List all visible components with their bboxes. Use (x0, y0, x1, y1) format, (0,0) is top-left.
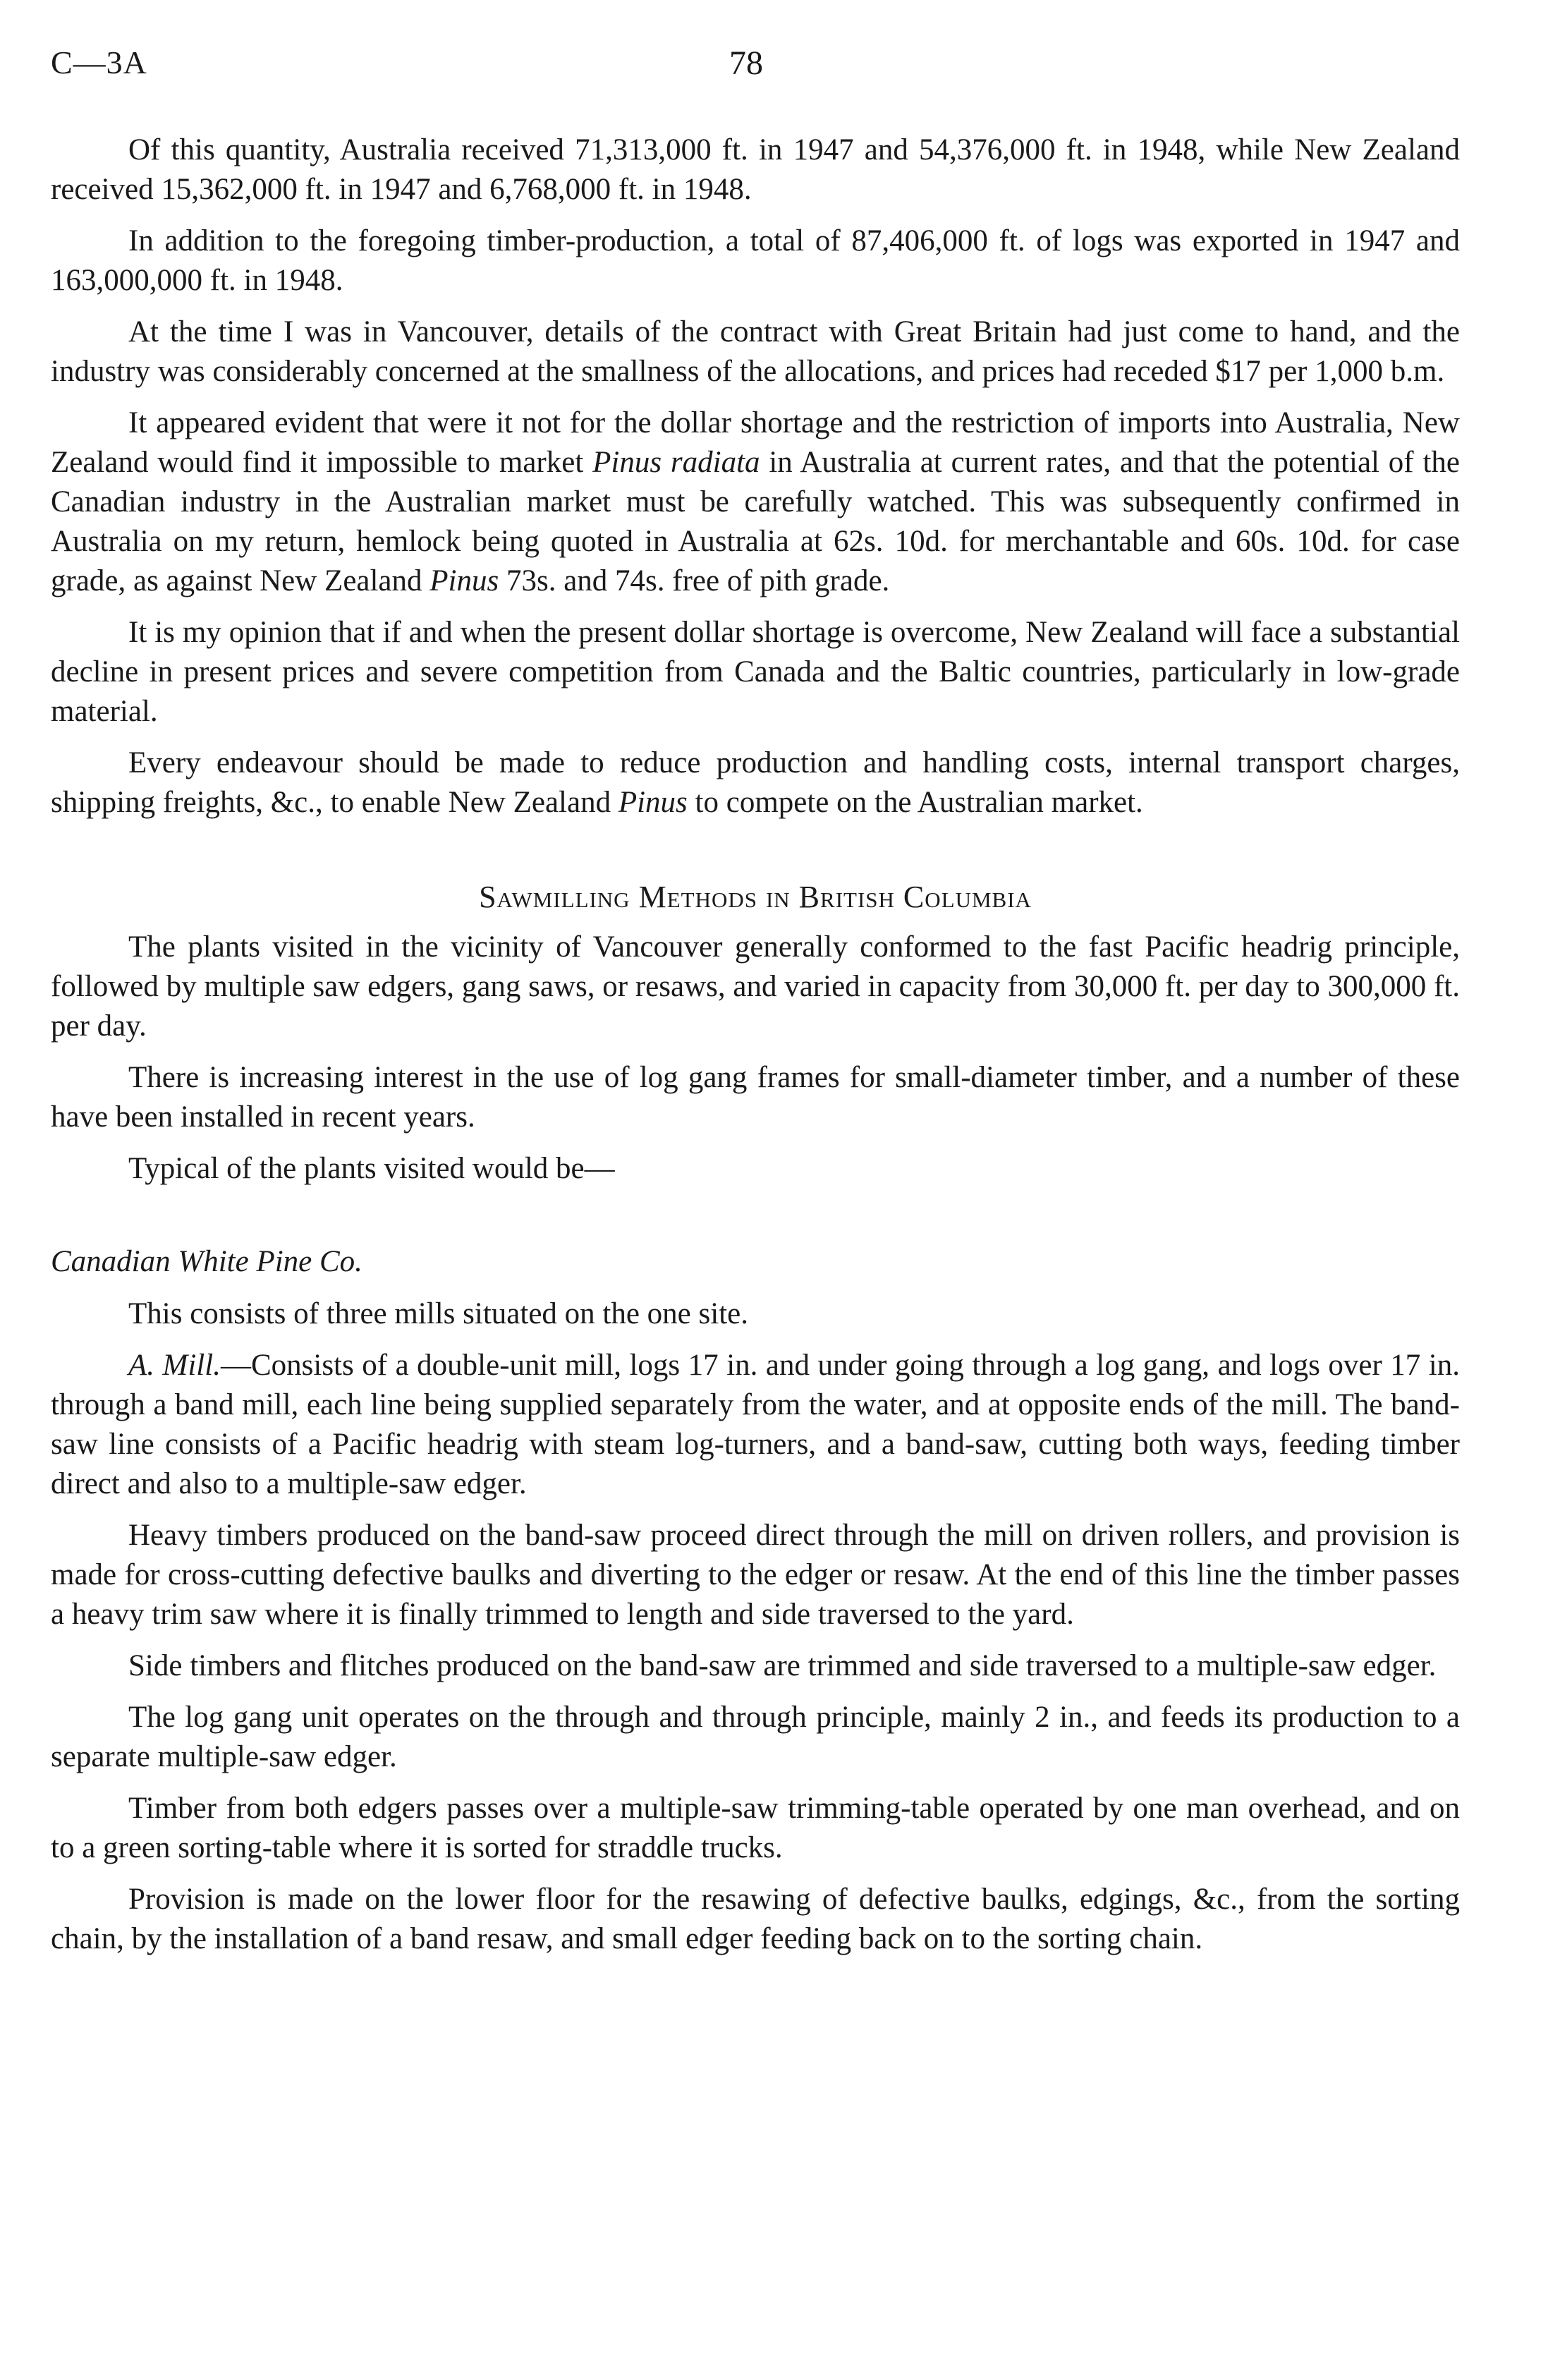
paragraph-mill (51, 1346, 1460, 1504)
paragraph: Of this quantity, Australia received 71,313,000 ft. in 1947 and 54,376,000 ft. in 1948, while New Zealand received 15,362,000 ft. in 1947 and 6,768,000 ft. in 1948. (51, 133, 1460, 206)
paragraph: Heavy timbers produced on the band-saw proceed direct through the mill on driven rollers, and provision is made for cross-cutting defective baulks and diverting to the edger or resaw. At the end of this line the timber passes a heavy trim saw where it is finally trimmed to length and side traversed to the yard. (51, 1519, 1460, 1631)
paragraph: The log gang unit operates on the through and through principle, mainly 2 in., and feeds its production to a separate multiple-saw edger. (51, 1701, 1460, 1773)
paragraph: In addition to the foregoing timber-production, a total of 87,406,000 ft. of logs was exported in 1947 and 163,000,000 ft. in 1948. (51, 224, 1460, 297)
paragraph: Typical of the plants visited would be— (128, 1152, 615, 1185)
text-run: to compete on the Australian market. (687, 786, 1143, 819)
paragraph-endeavour (51, 743, 1460, 822)
text-run: in Australia at current rates, and that the potential of the Canadian industry in the Australian market must be carefully watched. This was subsequently confirmed in Australia on my return, hemlock being quoted in Australia at 62s. 10d. for merchantable and 60s. 10d. for case grade, as against New Zealand (51, 446, 1460, 597)
text-run: 73s. and 74s. free of pith grade. (499, 564, 890, 597)
text-run: It appeared evident that were it not for the dollar shortage and the restriction of imports into Australia, New Zealand would find it impossible to market (51, 406, 1460, 479)
section-heading: Sawmilling Methods in British Columbia (479, 880, 1032, 914)
page-header (51, 44, 1497, 93)
page-body (51, 130, 1460, 1971)
paragraph: Provision is made on the lower floor for the resawing of defective baulks, edgings, &c., from the sorting chain, by the installation of a band resaw, and small edger feeding back on to the sorting chain. (51, 1883, 1460, 1955)
italic-term: Pinus radiata (592, 446, 760, 479)
paragraph: The plants visited in the vicinity of Vancouver generally conformed to the fast Pacific headrig principle, followed by multiple saw edgers, gang saws, or resaws, and varied in capacity from 30,000 ft. per day to 300,000 ft. per day. (51, 930, 1460, 1043)
paragraph: Timber from both edgers passes over a multiple-saw trimming-table operated by one man overhead, and on to a green sorting-table where it is sorted for straddle trucks. (51, 1792, 1460, 1864)
italic-label: A. Mill. (128, 1349, 221, 1382)
italic-term: Pinus (618, 786, 688, 819)
italic-term: Pinus (429, 564, 499, 597)
sub-heading: Canadian White Pine Co. (51, 1245, 362, 1278)
document-code: C—3A (51, 44, 147, 80)
paragraph: Side timbers and flitches produced on the band-saw are trimmed and side traversed to a multiple-saw edger. (128, 1649, 1437, 1682)
text-run: Every endeavour should be made to reduce production and handling costs, internal transport charges, shipping freights, &c., to enable New Zealand (51, 746, 1460, 819)
text-run: —Consists of a double-unit mill, logs 17 in. and under going through a log gang, and logs over 17 in. through a band mill, each line being supplied separately from the water, and at opposite ends of the mill. The band-saw line consists of a Pacific headrig with steam log-turners, and a band-saw, cutting both ways, feeding timber direct and also to a multiple-saw edger. (51, 1349, 1460, 1500)
paragraph: At the time I was in Vancouver, details of the contract with Great Britain had just come to hand, and the industry was considerably concerned at the smallness of the allocations, and prices had receded $17 per 1,000 b.m. (51, 315, 1460, 388)
page-number: 78 (729, 44, 763, 82)
paragraph-dollar-shortage (51, 403, 1460, 601)
paragraph: It is my opinion that if and when the present dollar shortage is overcome, New Zealand will face a substantial decline in present prices and severe competition from Canada and the Baltic countries, particularly in low-grade material. (51, 616, 1460, 728)
paragraph: There is increasing interest in the use of log gang frames for small-diameter timber, and a number of these have been installed in recent years. (51, 1061, 1460, 1134)
paragraph: This consists of three mills situated on the one site. (128, 1297, 748, 1330)
